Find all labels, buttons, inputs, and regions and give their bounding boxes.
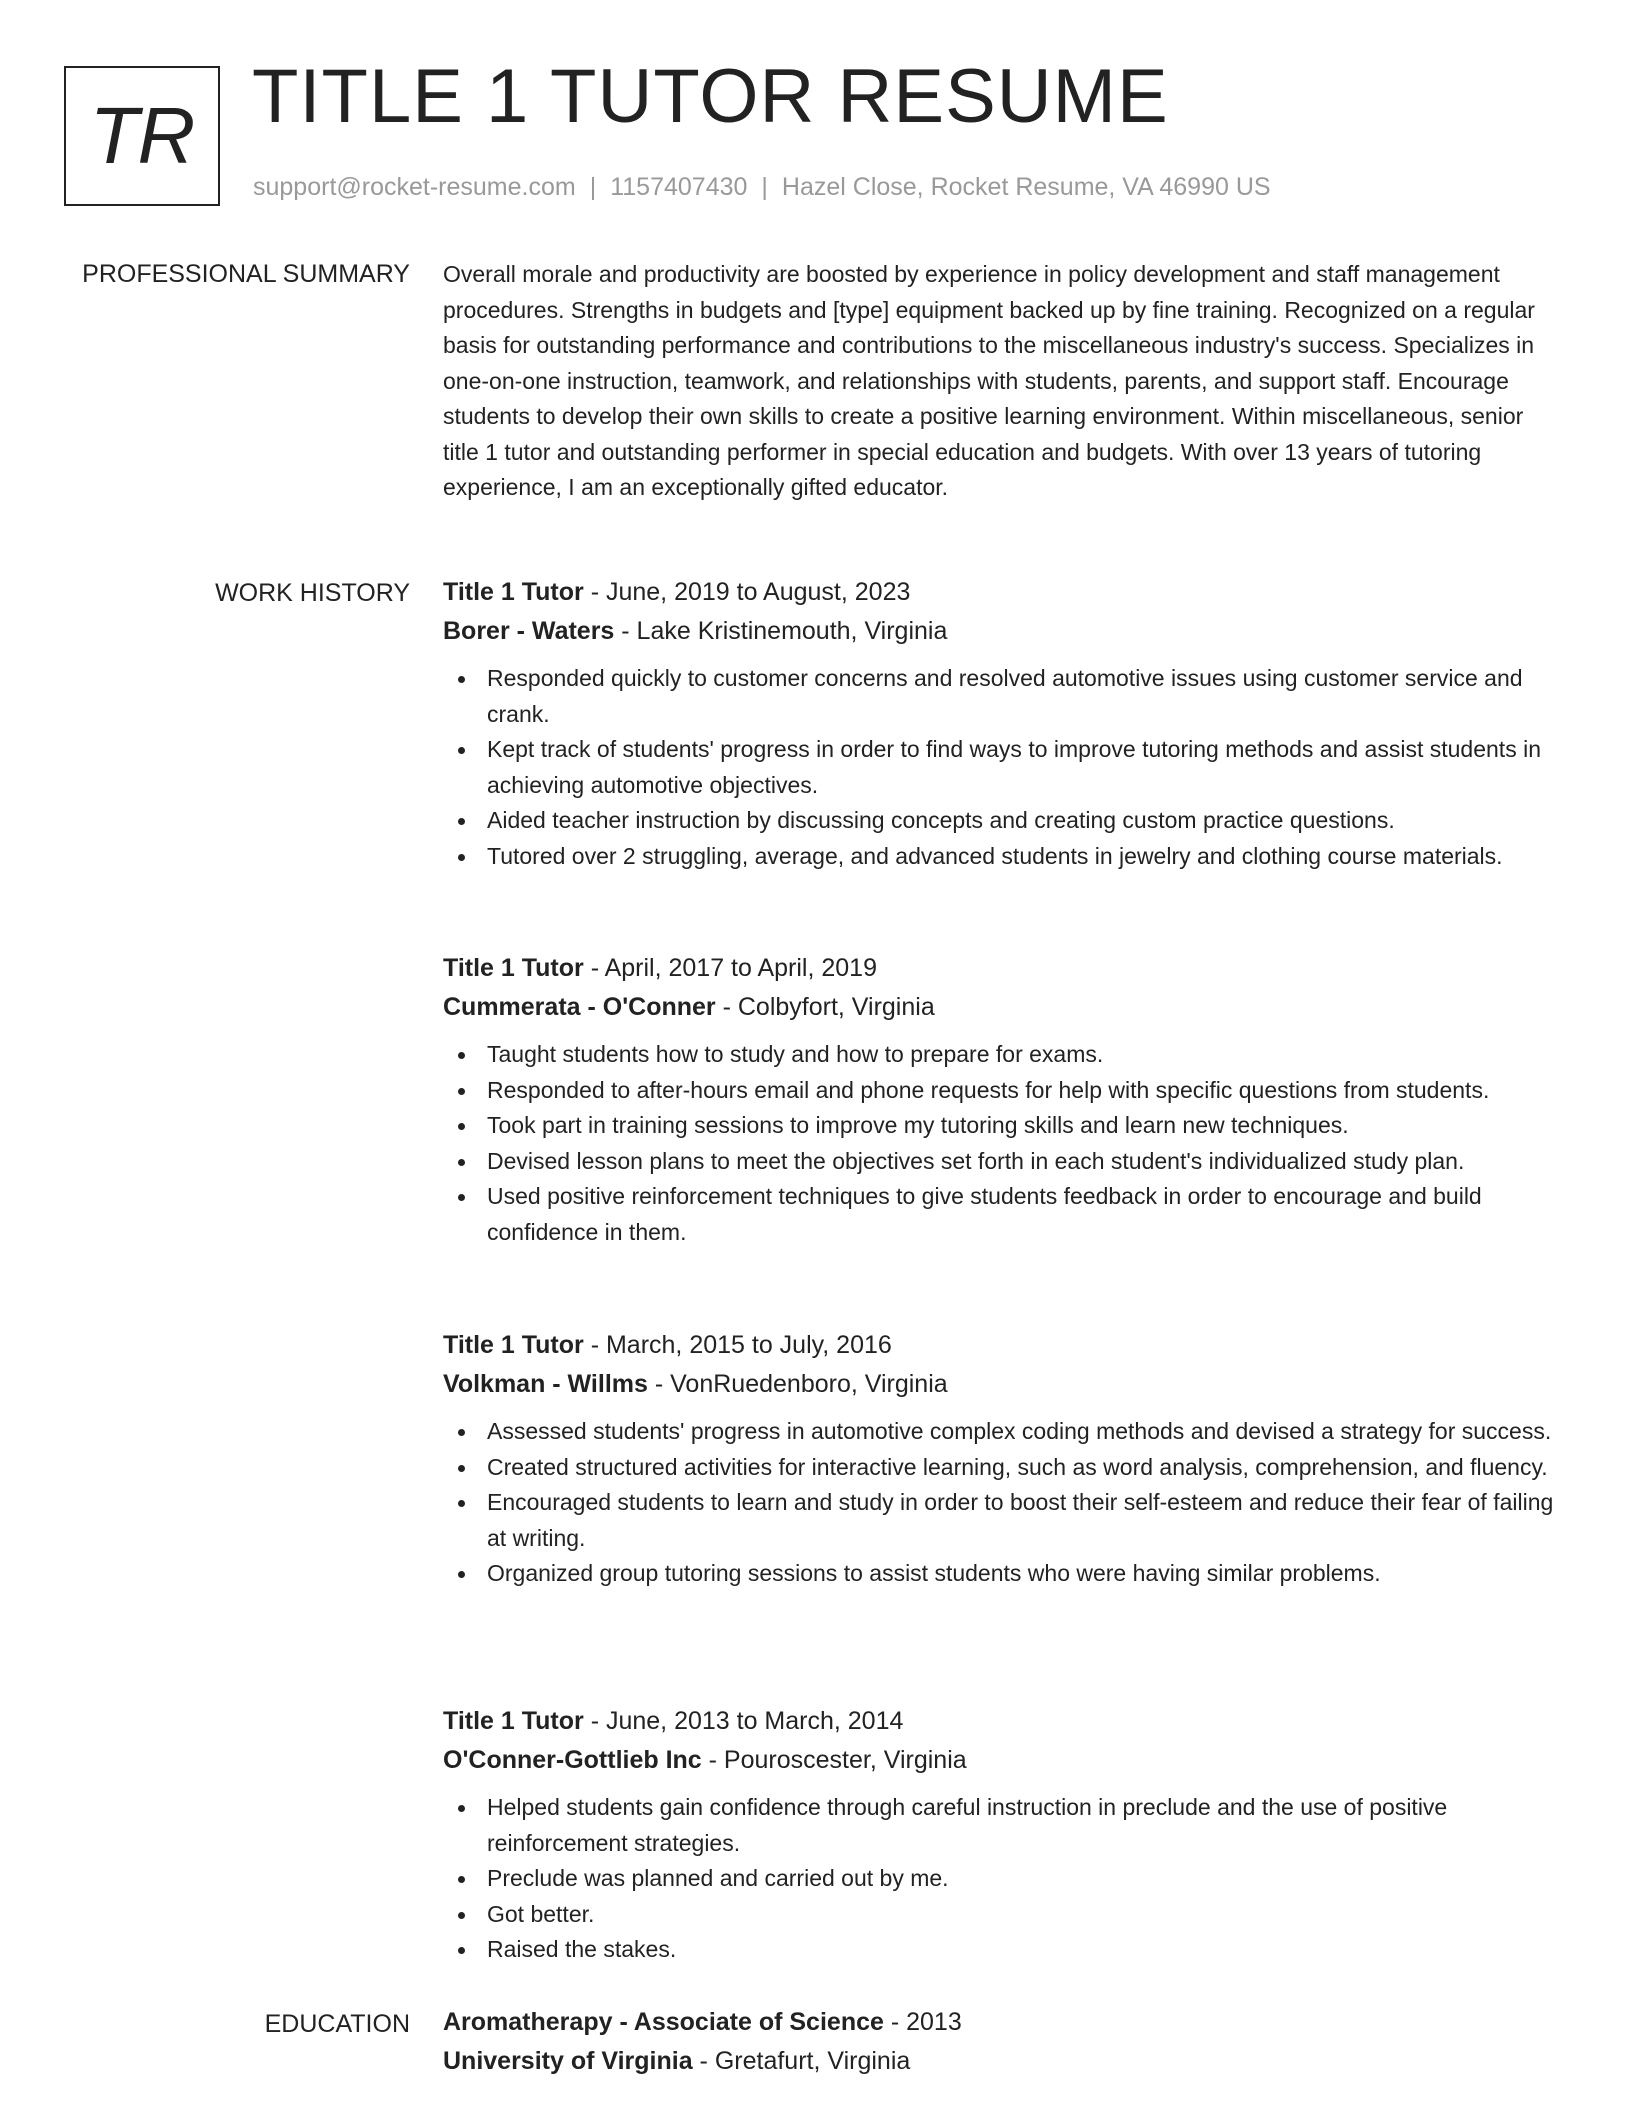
job-bullet: Used positive reinforcement techniques to give students feedback in order to encourage and build confidence in them.: [443, 1179, 1558, 1250]
education-degree: Aromatherapy - Associate of Science: [443, 2008, 884, 2036]
job-entry: [443, 949, 1558, 1250]
job-location: - Pouroscester, Virginia: [701, 1746, 967, 1774]
job-bullet: Kept track of students' progress in order to find ways to improve tutoring methods and assist students in achieving automotive objectives.: [443, 732, 1558, 803]
education-school-line: [443, 2042, 1558, 2081]
summary-text: Overall morale and productivity are boosted by experience in policy development and staff management procedures. Strengths in budgets and [type] equipment backed up by fine training. Recognized on a regular basis for outstanding performance and contributions to the miscellaneous industry's success. Specializes in one-on-one instruction, teamwork, and relationships with students, parents, and support staff. Encourage students to develop their own skills to create a positive learning environment. Within miscellaneous, senior title 1 tutor and outstanding performer in special education and budgets. With over 13 years of tutoring experience, I am an exceptionally gifted educator.: [443, 261, 1535, 500]
job-bullets: [443, 661, 1558, 874]
job-bullets: [443, 1037, 1558, 1250]
education-degree-line: [443, 2003, 1558, 2042]
job-bullet: Preclude was planned and carried out by me.: [443, 1861, 1558, 1897]
job-title: Title 1 Tutor: [443, 1331, 584, 1359]
job-bullet: Responded quickly to customer concerns and resolved automotive issues using customer service and crank.: [443, 661, 1558, 732]
contact-separator: |: [761, 173, 768, 201]
job-bullets: [443, 1790, 1558, 1968]
job-bullet: Got better.: [443, 1897, 1558, 1933]
job-bullet: Created structured activities for interactive learning, such as word analysis, comprehension, and fluency.: [443, 1450, 1558, 1486]
job-company-line: [443, 612, 1558, 651]
job-title-line: [443, 573, 1558, 612]
education-year: - 2013: [883, 2008, 962, 2036]
job-bullet: Aided teacher instruction by discussing concepts and creating custom practice questions.: [443, 803, 1558, 839]
job-company: Borer - Waters: [443, 617, 615, 645]
job-company: O'Conner-Gottlieb Inc: [443, 1746, 702, 1774]
contact-email: support@rocket-resume.com: [253, 173, 576, 201]
job-location: - VonRuedenboro, Virginia: [647, 1370, 948, 1398]
contact-separator: |: [589, 173, 597, 201]
job-bullet: Assessed students' progress in automotive complex coding methods and devised a strategy for success.: [443, 1414, 1558, 1450]
section-label-summary: PROFESSIONAL SUMMARY: [82, 260, 410, 288]
monogram-initials: TR: [89, 91, 195, 180]
job-title-line: [443, 1326, 1558, 1365]
job-bullet: Encouraged students to learn and study in order to boost their self-esteem and reduce their fear of failing at writing.: [443, 1485, 1558, 1556]
job-dates: - June, 2019 to August, 2023: [583, 578, 911, 606]
job-entry: [443, 1702, 1558, 1968]
job-title-line: [443, 1702, 1558, 1741]
section-label-education: EDUCATION: [264, 2010, 410, 2038]
job-bullet: Raised the stakes.: [443, 1932, 1558, 1968]
education-entry: [443, 2003, 1558, 2081]
job-dates: - April, 2017 to April, 2019: [583, 954, 877, 982]
job-title: Title 1 Tutor: [443, 1707, 584, 1735]
job-company-line: [443, 1741, 1558, 1780]
job-company: Volkman - Willms: [443, 1370, 648, 1398]
job-entry: [443, 1326, 1558, 1592]
job-title: Title 1 Tutor: [443, 578, 584, 606]
job-bullet: Taught students how to study and how to prepare for exams.: [443, 1037, 1558, 1073]
job-bullets: [443, 1414, 1558, 1592]
job-bullet: Responded to after-hours email and phone requests for help with specific questions from students.: [443, 1073, 1558, 1109]
contact-line: [253, 172, 1271, 202]
resume-title: TITLE 1 TUTOR RESUME: [252, 54, 1169, 139]
monogram-badge: [64, 66, 220, 206]
education-location: - Gretafurt, Virginia: [692, 2047, 911, 2075]
job-bullet: Took part in training sessions to improve my tutoring skills and learn new techniques.: [443, 1108, 1558, 1144]
job-dates: - March, 2015 to July, 2016: [583, 1331, 892, 1359]
job-company-line: [443, 988, 1558, 1027]
job-dates: - June, 2013 to March, 2014: [583, 1707, 904, 1735]
job-location: - Colbyfort, Virginia: [715, 993, 935, 1021]
job-bullet: Helped students gain confidence through careful instruction in preclude and the use of positive reinforcement strategies.: [443, 1790, 1558, 1861]
job-title: Title 1 Tutor: [443, 954, 584, 982]
education-school: University of Virginia: [443, 2047, 693, 2075]
job-company: Cummerata - O'Conner: [443, 993, 716, 1021]
contact-phone: 1157407430: [610, 173, 748, 201]
job-location: - Lake Kristinemouth, Virginia: [614, 617, 948, 645]
job-company-line: [443, 1365, 1558, 1404]
section-label-work-history: WORK HISTORY: [215, 579, 410, 607]
job-bullet: Devised lesson plans to meet the objectives set forth in each student's individualized study plan.: [443, 1144, 1558, 1180]
job-title-line: [443, 949, 1558, 988]
job-entry: [443, 573, 1558, 874]
job-bullet: Tutored over 2 struggling, average, and advanced students in jewelry and clothing course materials.: [443, 839, 1558, 875]
job-bullet: Organized group tutoring sessions to assist students who were having similar problems.: [443, 1556, 1558, 1592]
contact-address: Hazel Close, Rocket Resume, VA 46990 US: [781, 173, 1271, 201]
